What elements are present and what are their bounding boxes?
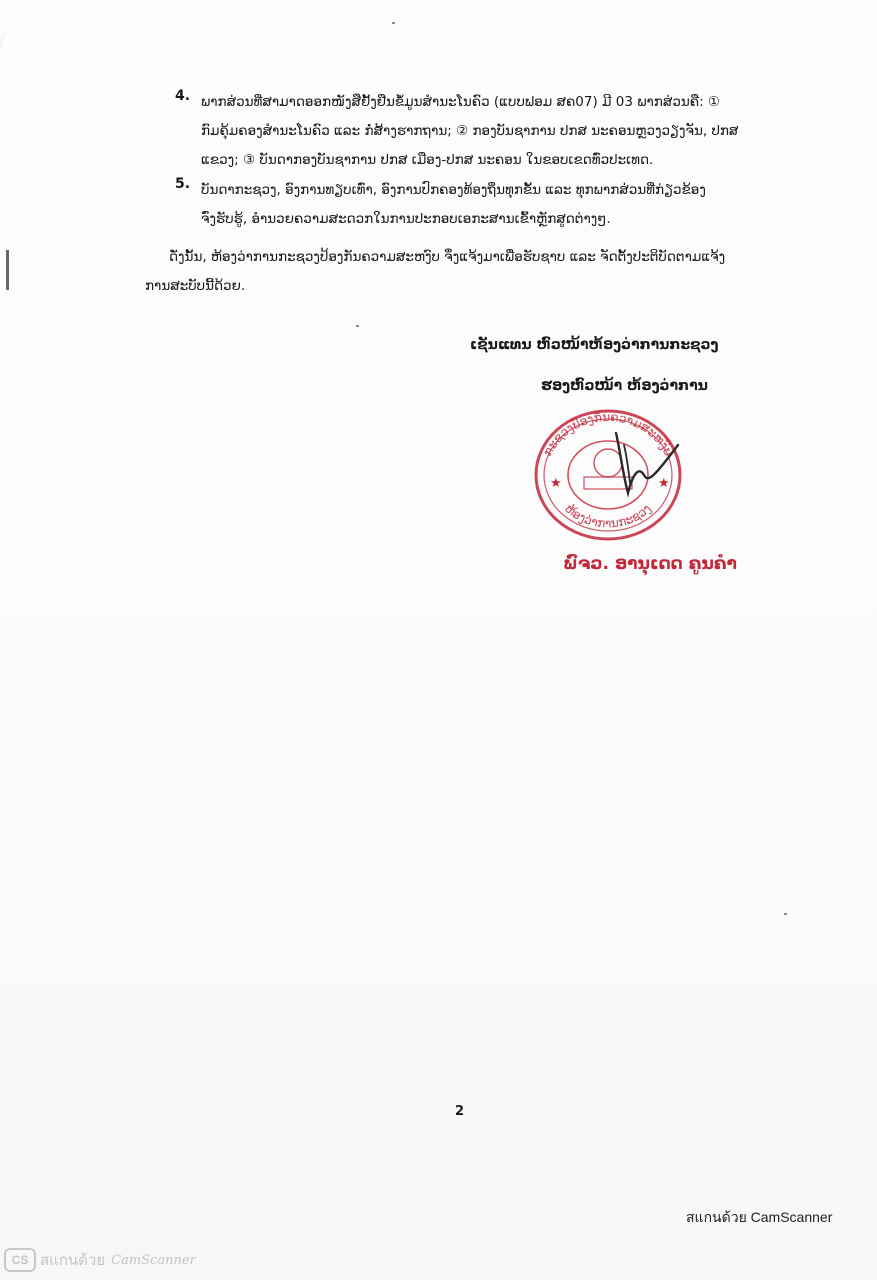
signer-name: ພົຈວ. ອານຸເດດ ຄູນຄໍາ [563,554,737,574]
camscanner-watermark: สแกนด้วย CamScanner [686,1209,833,1225]
text-line: ການສະບັບນີ້ດ້ວຍ. [145,278,246,294]
text-line: ພາກສ່ວນທີ່ສາມາດອອກໜັງສືຢັ້ງຢືນຂໍ້ມູນສໍານະໂນຄົວ (ແບບຟອມ ສຄ07) ມີ 03 ພາກສ່ວນຄື: ① [201,94,721,110]
scan-speck [356,325,359,327]
list-item-number: 5. [175,176,191,192]
svg-text:ຫ້ອງວ່າການກະຊວງ [562,500,654,530]
list-item-text [201,88,795,175]
seal-star-icon: ★ [658,476,670,491]
seal-text-bottom: ຫ້ອງວ່າການກະຊວງ [562,501,654,531]
signature-title: ຮອງຫົວໜ້າ ຫ້ອງວ່າການ [541,378,708,394]
text-line: ບັນດາກະຊວງ, ອົງການທຽບເທົ່າ, ອົງການປົກຄອງທ້ອງຖິ່ນທຸກຂັ້ນ ແລະ ທຸກພາກສ່ວນທີ່ກ່ຽວຂ້ອງ [201,182,706,198]
text-line: ຈົ່ງຮັບຮູ້, ອໍານວຍຄວາມສະດວກໃນການປະກອບເອກະສານເຂົ້າຫຼັກສູດຕ່າງໆ. [201,211,611,227]
list-item-number: 4. [175,88,191,104]
text-line: ແຂວງ; ③ ບັນດາກອງບັນຊາການ ປກສ ເມືອງ-ປກສ ນະຄອນ ໃນຂອບເຂດທົ່ວປະເທດ. [201,152,654,168]
seal-text-top: ກະຊວງປ້ອງກັນຄວາມສະຫງົບ [540,409,676,459]
text-line: ດັ່ງນັ້ນ, ຫ້ອງວ່າການກະຊວງປ້ອງກັນຄວາມສະຫງົບ ຈຶ່ງແຈ້ງມາເພື່ອຮັບຊາບ ແລະ ຈັດຕັ້ງປະຕິບັດຕາມແຈ້ງ [169,249,726,265]
scan-speck [392,22,395,24]
list-item-text [201,176,795,234]
scan-edge-mark [6,250,9,290]
text-line: ກົມຄຸ້ມຄອງສໍານະໂນຄົວ ແລະ ກໍ່ສ້າງຮາກຖານ; ② ກອງບັນຊາການ ປກສ ນະຄອນຫຼວງວຽງຈັນ, ປກສ [201,123,739,139]
page-number: 2 [455,1104,465,1119]
seal-star-icon: ★ [550,476,562,491]
camscanner-footer-brand: CamScanner [111,1252,196,1268]
closing-paragraph [145,243,795,301]
official-seal-stamp [528,405,688,545]
camscanner-logo-icon: CS [4,1248,36,1272]
scan-speck [784,913,787,915]
signature-on-behalf: ເຊັນແທນ ຫົວໜ້າຫ້ອງວ່າການກະຊວງ [470,337,719,353]
camscanner-footer-label: สแกนด้วย [40,1252,106,1269]
svg-text:ກະຊວງປ້ອງກັນຄວາມສະຫງົບ [540,410,676,458]
camscanner-footer [4,1248,196,1272]
